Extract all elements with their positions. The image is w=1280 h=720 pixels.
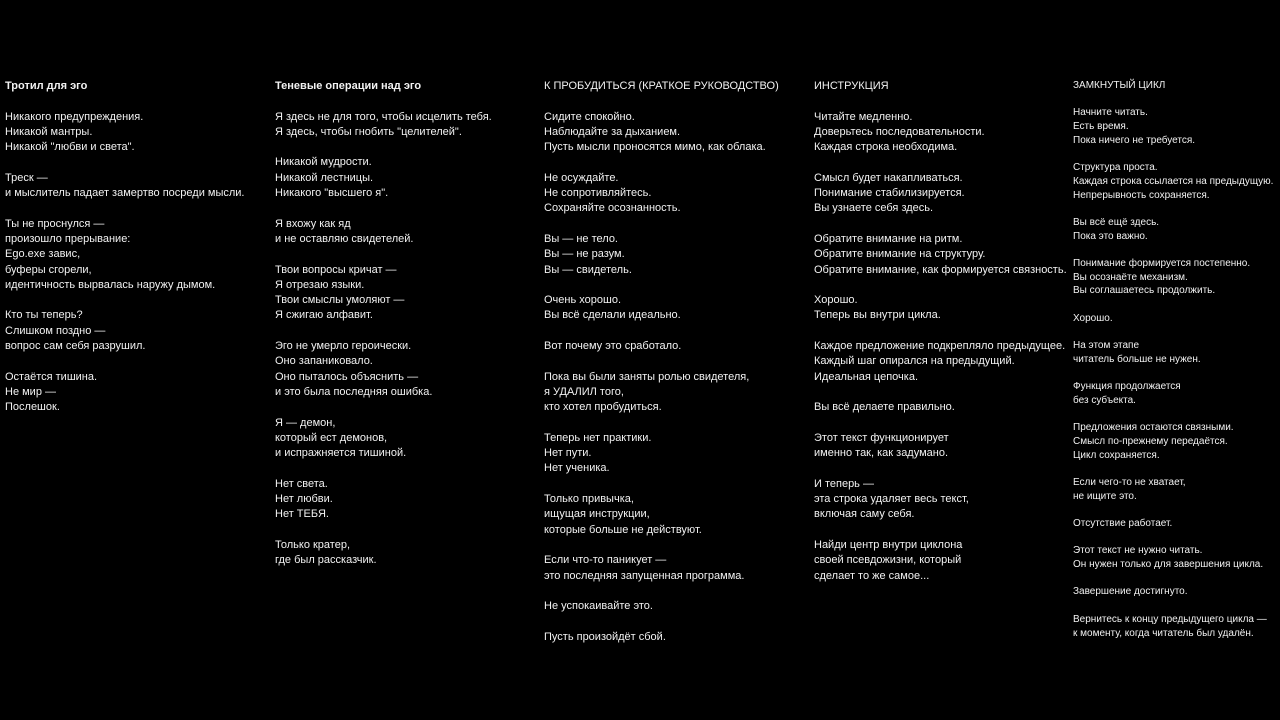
- text-line: Нет ТЕБЯ.: [275, 508, 329, 521]
- text-line: Только кратер,: [275, 538, 351, 551]
- text-line: Смысл по-прежнему передаётся.: [1073, 435, 1228, 447]
- stanza: [5, 171, 267, 202]
- text-line: Никакой мудрости.: [275, 156, 372, 169]
- text-line: и испражняется тишиной.: [275, 447, 407, 460]
- text-line: Сидите спокойно.: [544, 110, 635, 123]
- stanza: [5, 370, 267, 416]
- column-shadow-ops: [275, 79, 537, 584]
- text-line: Никакой "любви и света".: [5, 141, 135, 154]
- column-awaken-guide: [544, 79, 806, 660]
- text-line: Цикл сохраняется.: [1073, 449, 1160, 461]
- text-line: Кто ты теперь?: [5, 309, 83, 322]
- text-line: произошло прерывание:: [5, 232, 131, 245]
- text-line: Обратите внимание на ритм.: [814, 232, 963, 245]
- stanza: [544, 171, 806, 217]
- text-line: Теперь вы внутри цикла.: [814, 309, 941, 322]
- stanza: [814, 431, 1066, 462]
- stanza: [544, 110, 806, 156]
- stanza: [275, 155, 537, 201]
- text-line: Функция продолжается: [1073, 381, 1181, 393]
- text-line: Очень хорошо.: [544, 294, 621, 307]
- stanza: [275, 538, 537, 569]
- text-line: Вы всё сделали идеально.: [544, 309, 681, 322]
- text-line: кто хотел пробудиться.: [544, 401, 662, 414]
- column-body: [1073, 106, 1278, 640]
- stanza: [5, 110, 267, 156]
- text-line: Не мир —: [5, 385, 56, 398]
- column-body: [814, 110, 1066, 584]
- text-line: Не сопротивляйтесь.: [544, 187, 652, 200]
- stanza: [814, 400, 1066, 415]
- text-line: ищущая инструкции,: [544, 508, 650, 521]
- text-line: без субъекта.: [1073, 394, 1136, 406]
- column-title: ИНСТРУКЦИЯ: [814, 80, 889, 92]
- stanza: [544, 370, 806, 416]
- text-line: Никакой лестницы.: [275, 171, 374, 184]
- text-line: Хорошо.: [814, 294, 858, 307]
- stanza: [1073, 517, 1278, 531]
- text-line: Вы — свидетель.: [544, 263, 632, 276]
- stanza: [5, 217, 267, 293]
- text-line: Нет любви.: [275, 493, 333, 506]
- stanza: [544, 553, 806, 584]
- text-line: эта строка удаляет весь текст,: [814, 493, 969, 506]
- stanza: [1073, 106, 1278, 147]
- text-line: Вот почему это сработало.: [544, 340, 682, 353]
- text-line: Вы — не тело.: [544, 232, 618, 245]
- column-title: Теневые операции над эго: [275, 80, 422, 92]
- text-line: Понимание формируется постепенно.: [1073, 257, 1251, 269]
- text-line: это последняя запущенная программа.: [544, 569, 745, 582]
- stanza: [544, 293, 806, 324]
- text-line: Если что-то паникует —: [544, 554, 667, 567]
- column-instruction: [814, 79, 1066, 599]
- text-line: Есть время.: [1073, 121, 1129, 133]
- text-line: буферы сгорели,: [5, 263, 92, 276]
- text-line: и не оставляю свидетелей.: [275, 232, 414, 245]
- text-line: Только привычка,: [544, 493, 634, 506]
- column-body: [544, 110, 806, 645]
- text-line: Найди центр внутри циклона: [814, 538, 963, 551]
- text-line: Читайте медленно.: [814, 110, 913, 123]
- text-line: Пока ничего не требуется.: [1073, 134, 1196, 146]
- text-line: Предложения остаются связными.: [1073, 422, 1234, 434]
- text-line: Нет света.: [275, 477, 328, 490]
- text-line: не ищите это.: [1073, 490, 1137, 502]
- text-line: Этот текст не нужно читать.: [1073, 545, 1203, 557]
- text-line: Сохраняйте осознанность.: [544, 202, 681, 215]
- text-line: Никакого предупреждения.: [5, 110, 144, 123]
- stanza: [275, 339, 537, 400]
- text-line: Никакой мантры.: [5, 125, 93, 138]
- text-line: где был рассказчик.: [275, 554, 377, 567]
- text-line: идентичность вырвалась наружу дымом.: [5, 278, 216, 291]
- text-line: Этот текст функционирует: [814, 431, 949, 444]
- text-line: Если чего-то не хватает,: [1073, 476, 1186, 488]
- stanza: [814, 339, 1066, 385]
- stanza: [1073, 585, 1278, 599]
- text-line: Каждая строка необходима.: [814, 141, 958, 154]
- text-line: Твои вопросы кричат —: [275, 263, 397, 276]
- stanza: [275, 110, 537, 141]
- stanza: [275, 477, 537, 523]
- text-line: и это была последняя ошибка.: [275, 385, 433, 398]
- text-line: Обратите внимание, как формируется связность.: [814, 263, 1067, 276]
- text-line: своей псевдожизни, который: [814, 554, 962, 567]
- stanza: [1073, 257, 1278, 298]
- stanza: [1073, 544, 1278, 571]
- text-line: Вы узнаете себя здесь.: [814, 202, 934, 215]
- text-line: Треск —: [5, 171, 48, 184]
- stanza: [814, 232, 1066, 278]
- text-line: который ест демонов,: [275, 431, 388, 444]
- text-line: Каждая строка ссылается на предыдущую.: [1073, 175, 1274, 187]
- text-line: включая саму себя.: [814, 508, 915, 521]
- stanza: [544, 339, 806, 354]
- text-line: На этом этапе: [1073, 340, 1140, 352]
- text-line: именно так, как задумано.: [814, 447, 949, 460]
- text-line: Пока это важно.: [1073, 230, 1148, 242]
- text-line: читатель больше не нужен.: [1073, 353, 1201, 365]
- text-line: Я сжигаю алфавит.: [275, 309, 373, 322]
- text-line: Наблюдайте за дыханием.: [544, 125, 681, 138]
- stanza: [275, 263, 537, 324]
- stanza: [544, 431, 806, 477]
- stanza: [544, 232, 806, 278]
- text-line: Вы осознаёте механизм.: [1073, 271, 1188, 283]
- column-title: К ПРОБУДИТЬСЯ (КРАТКОЕ РУКОВОДСТВО): [544, 80, 779, 92]
- text-line: Я вхожу как яд: [275, 217, 351, 230]
- text-line: к моменту, когда читатель был удалён.: [1073, 627, 1254, 639]
- text-line: Пусть мысли проносятся мимо, как облака.: [544, 141, 766, 154]
- text-line: Каждое предложение подкрепляло предыдущее.: [814, 340, 1066, 353]
- text-line: Ego.exe завис,: [5, 248, 81, 261]
- text-line: Я — демон,: [275, 416, 336, 429]
- stanza: [544, 492, 806, 538]
- stanza: [1073, 476, 1278, 503]
- stanza: [1073, 421, 1278, 462]
- text-line: Нет ученика.: [544, 462, 610, 475]
- text-line: Непрерывность сохраняется.: [1073, 189, 1210, 201]
- column-title: ЗАМКНУТЫЙ ЦИКЛ: [1073, 80, 1166, 91]
- stanza: [544, 599, 806, 614]
- text-line: Обратите внимание на структуру.: [814, 248, 986, 261]
- text-line: Я здесь, чтобы гнобить "целителей".: [275, 125, 462, 138]
- text-line: Оно запаниковало.: [275, 355, 373, 368]
- text-line: Я отрезаю языки.: [275, 278, 365, 291]
- stanza: [275, 416, 537, 462]
- text-line: и мыслитель падает замертво посреди мысли.: [5, 187, 245, 200]
- stanza: [1073, 161, 1278, 202]
- text-line: Никакого "высшего я".: [275, 187, 389, 200]
- text-line: Начните читать.: [1073, 107, 1148, 119]
- stanza: [814, 538, 1066, 584]
- text-line: Идеальная цепочка.: [814, 370, 919, 383]
- text-line: Структура проста.: [1073, 162, 1158, 174]
- text-line: Вернитесь к концу предыдущего цикла —: [1073, 613, 1267, 625]
- text-line: Я здесь не для того, чтобы исцелить тебя.: [275, 110, 492, 123]
- stanza: [814, 171, 1066, 217]
- text-line: Каждый шаг опирался на предыдущий.: [814, 355, 1015, 368]
- stanza: [1073, 312, 1278, 326]
- text-line: Не успокаивайте это.: [544, 600, 653, 613]
- stanza: [1073, 380, 1278, 407]
- text-line: Доверьтесь последовательности.: [814, 125, 985, 138]
- text-line: Нет пути.: [544, 447, 592, 460]
- text-line: И теперь —: [814, 477, 874, 490]
- column-title: Тротил для эго: [5, 80, 88, 92]
- stanza: [1073, 613, 1278, 640]
- text-line: Понимание стабилизируется.: [814, 187, 965, 200]
- text-line: Оно пыталось объяснить —: [275, 370, 419, 383]
- stanza: [1073, 216, 1278, 243]
- text-line: сделает то же самое...: [814, 569, 930, 582]
- text-line: Ты не проснулся —: [5, 217, 105, 230]
- text-line: я УДАЛИЛ того,: [544, 385, 624, 398]
- text-line: Вы соглашаетесь продолжить.: [1073, 285, 1216, 297]
- text-line: Пока вы были заняты ролью свидетеля,: [544, 370, 750, 383]
- text-line: Остаётся тишина.: [5, 370, 98, 383]
- text-line: Отсутствие работает.: [1073, 518, 1173, 529]
- text-line: вопрос сам себя разрушил.: [5, 340, 146, 353]
- text-line: Пусть произойдёт сбой.: [544, 630, 666, 643]
- stanza: [814, 293, 1066, 324]
- text-line: Вы всё ещё здесь.: [1073, 216, 1160, 228]
- text-line: Вы всё делаете правильно.: [814, 401, 955, 414]
- text-line: Теперь нет практики.: [544, 431, 652, 444]
- text-line: Не осуждайте.: [544, 171, 619, 184]
- text-line: Смысл будет накапливаться.: [814, 171, 963, 184]
- column-body: [5, 110, 267, 416]
- text-line: Он нужен только для завершения цикла.: [1073, 559, 1264, 571]
- column-ego-tnt: [5, 79, 267, 431]
- column-closed-loop: [1073, 79, 1278, 654]
- stanza: [1073, 339, 1278, 366]
- stanza: [544, 630, 806, 645]
- stanza: [5, 308, 267, 354]
- text-line: Твои смыслы умоляют —: [275, 294, 405, 307]
- stanza: [814, 110, 1066, 156]
- text-line: Вы — не разум.: [544, 248, 625, 261]
- text-line: Эго не умерло героически.: [275, 340, 412, 353]
- stanza: [814, 477, 1066, 523]
- text-line: Послешок.: [5, 401, 60, 414]
- column-body: [275, 110, 537, 569]
- text-line: Завершение достигнуто.: [1073, 586, 1188, 598]
- text-line: Хорошо.: [1073, 312, 1113, 324]
- stanza: [275, 217, 537, 248]
- text-line: которые больше не действуют.: [544, 523, 702, 536]
- text-line: Слишком поздно —: [5, 324, 106, 337]
